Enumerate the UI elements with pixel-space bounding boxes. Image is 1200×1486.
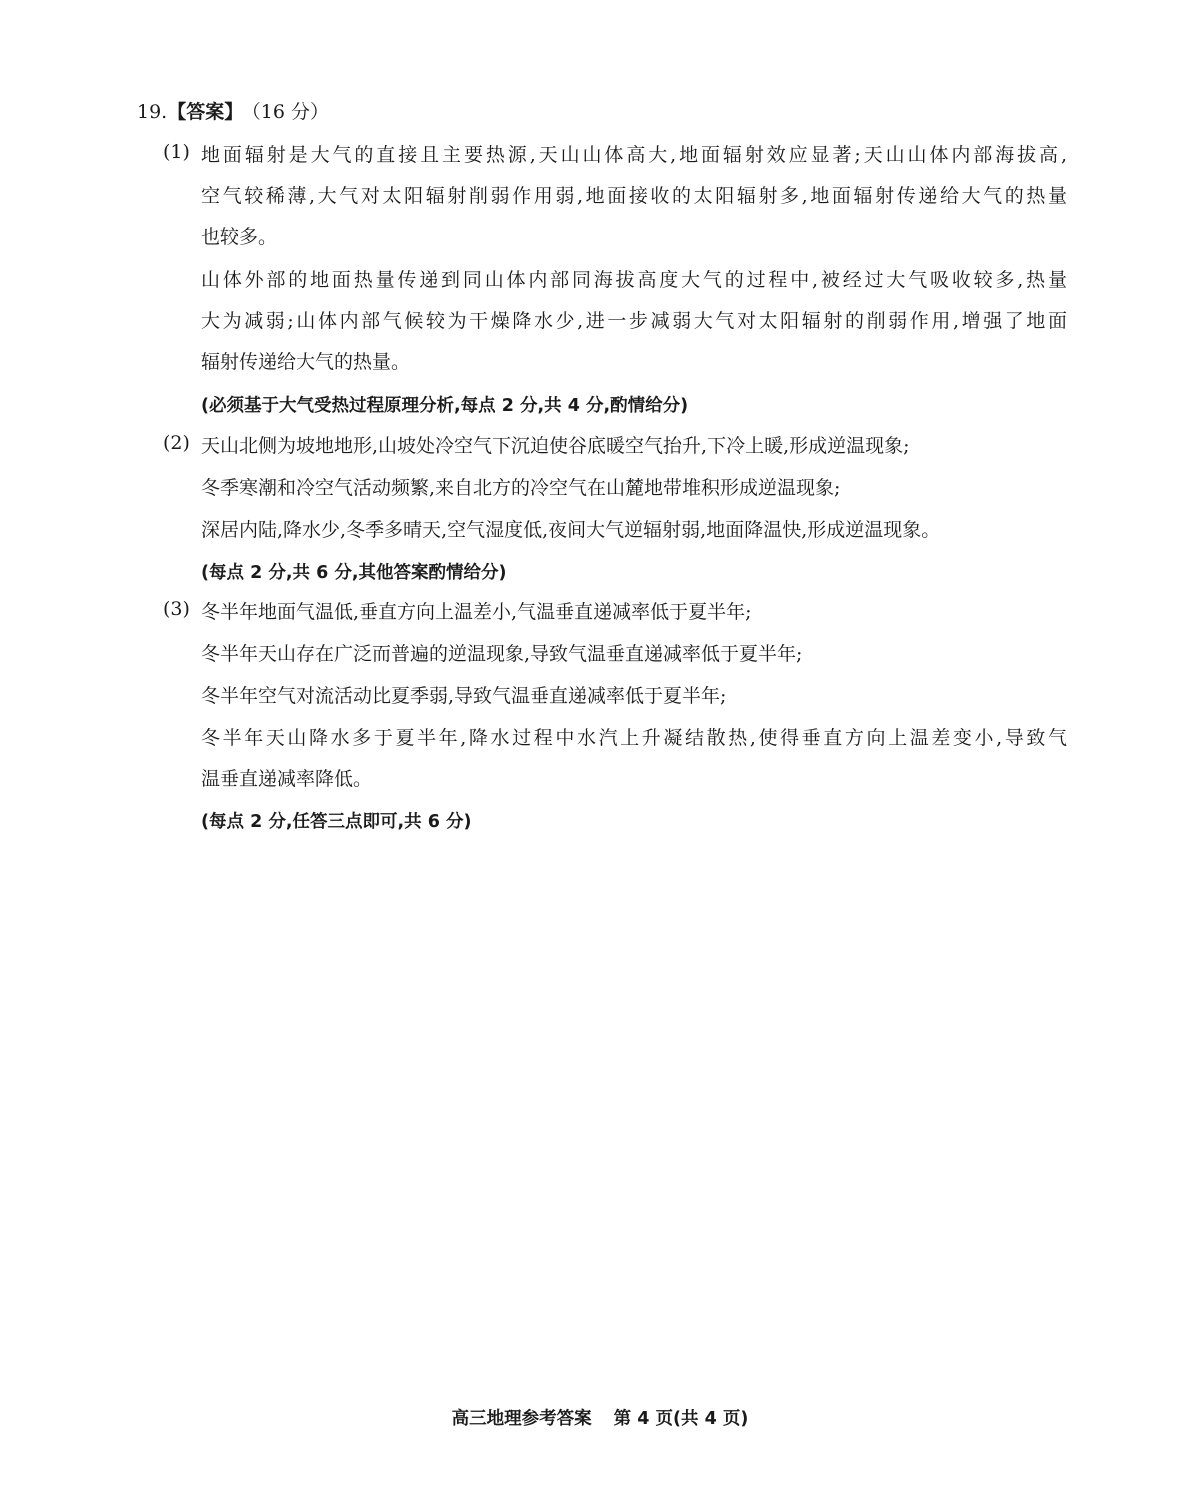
answer-line: 大为减弱;山体内部气候较为干燥降水少,进一步减弱大气对太阳辐射的削弱作用,增强了地面: [201, 310, 1067, 332]
scoring-note: (每点 2 分,任答三点即可,共 6 分): [201, 812, 472, 832]
part-label: (2): [163, 432, 190, 454]
answer-line: 深居内陆,降水少,冬季多晴天,空气湿度低,夜间大气逆辐射弱,地面降温快,形成逆温现象。: [201, 519, 941, 541]
answer-line: 地面辐射是大气的直接且主要热源,天山山体高大,地面辐射效应显著;天山山体内部海拔高,: [201, 144, 1067, 166]
answer-line: 冬半年地面气温低,垂直方向上温差小,气温垂直递减率低于夏半年;: [201, 601, 752, 623]
question-score: （16 分）: [251, 101, 329, 123]
scoring-note: (每点 2 分,共 6 分,其他答案酌情给分): [201, 563, 507, 583]
answer-line: 空气较稀薄,大气对太阳辐射削弱作用弱,地面接收的太阳辐射多,地面辐射传递给大气的热量: [201, 185, 1067, 207]
answer-line: 也较多。: [201, 226, 278, 248]
answer-line: 辐射传递给大气的热量。: [201, 351, 411, 373]
answer-line: 冬半年天山降水多于夏半年,降水过程中水汽上升凝结散热,使得垂直方向上温差变小,导致气: [201, 727, 1067, 749]
page-footer: [0, 1406, 1200, 1432]
answer-line: 山体外部的地面热量传递到同山体内部同海拔高度大气的过程中,被经过大气吸收较多,热量: [201, 269, 1067, 291]
answer-line: 天山北侧为坡地地形,山坡处冷空气下沉迫使谷底暖空气抬升,下冷上暖,形成逆温现象;: [201, 435, 910, 457]
footer-title: 高三地理参考答案: [451, 1409, 592, 1429]
scoring-note: (必须基于大气受热过程原理分析,每点 2 分,共 4 分,酌情给分): [201, 396, 689, 416]
footer-page-number: 第 4 页(共 4 页): [613, 1409, 749, 1429]
answer-tag: 【答案】: [167, 101, 244, 123]
part-label: (3): [163, 598, 190, 620]
question-header: [137, 98, 329, 126]
question-number: 19.: [137, 101, 168, 123]
part-label: (1): [163, 141, 190, 163]
answer-line: 冬季寒潮和冷空气活动频繁,来自北方的冷空气在山麓地带堆积形成逆温现象;: [201, 477, 841, 499]
answer-line: 温垂直递减率降低。: [201, 768, 373, 790]
answer-line: 冬半年天山存在广泛而普遍的逆温现象,导致气温垂直递减率低于夏半年;: [201, 643, 803, 665]
answer-line: 冬半年空气对流活动比夏季弱,导致气温垂直递减率低于夏半年;: [201, 685, 727, 707]
